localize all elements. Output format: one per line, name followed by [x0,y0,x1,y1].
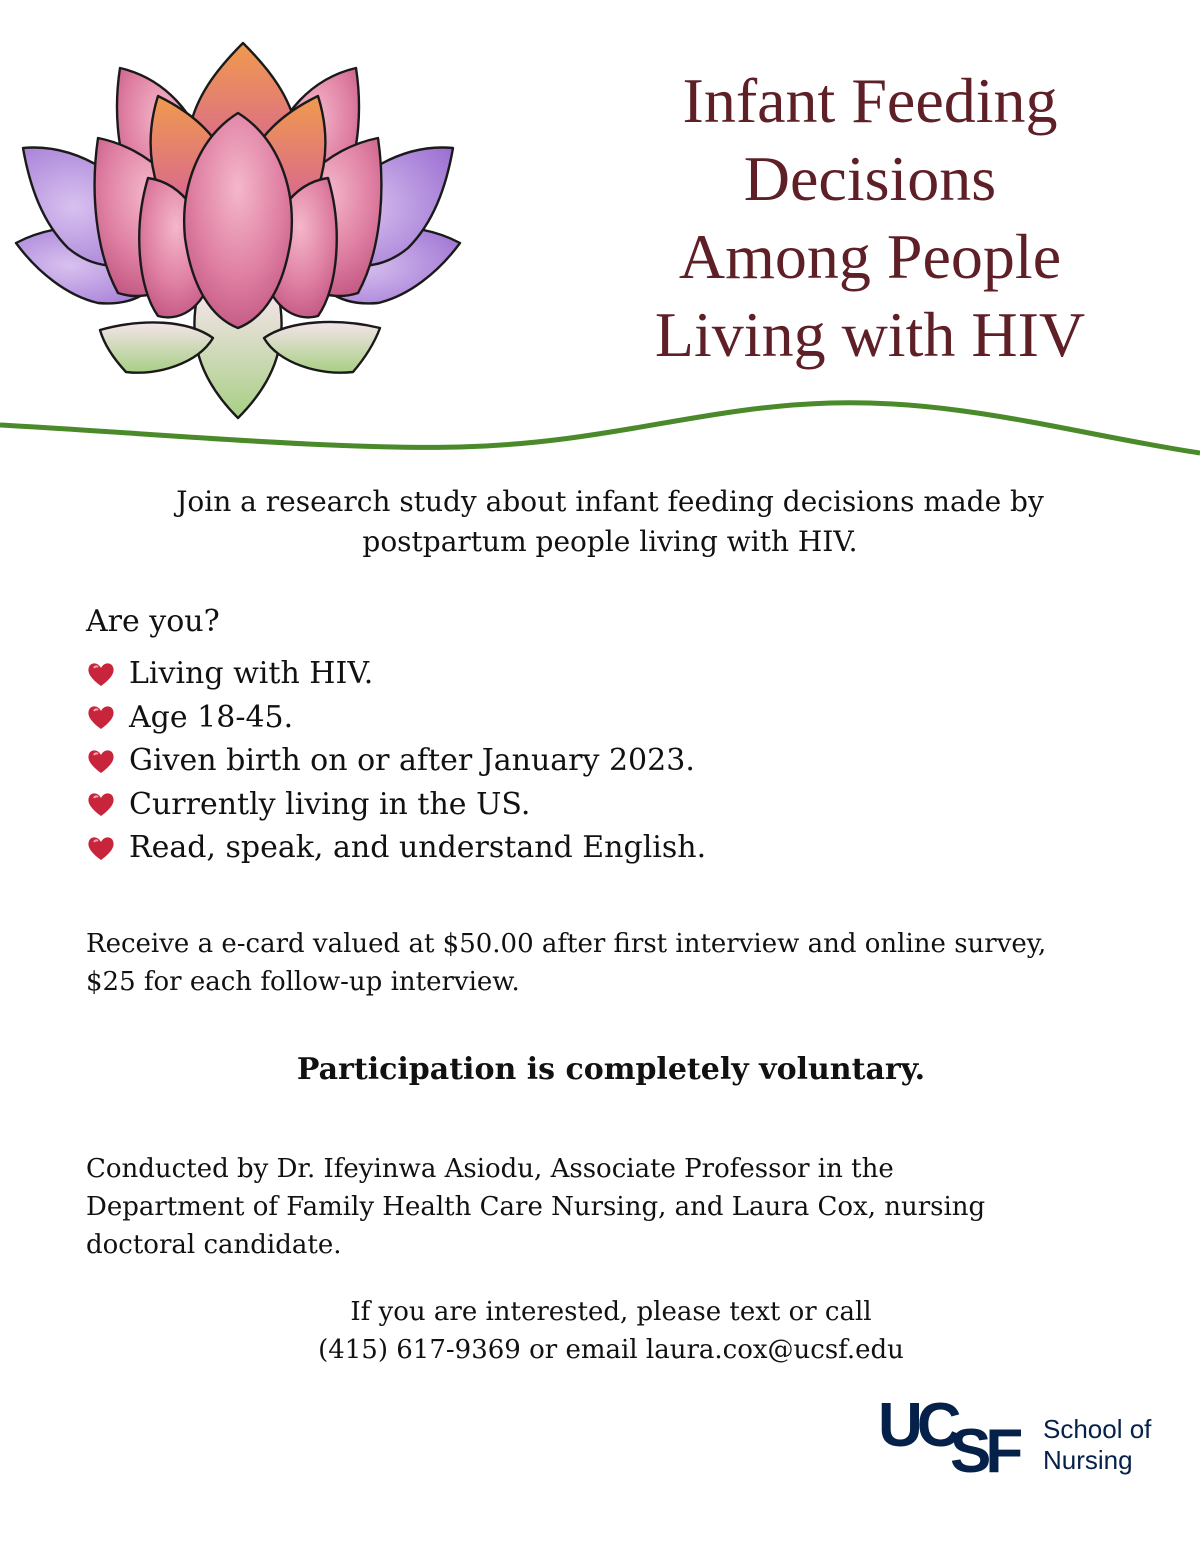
heart-icon [86,702,116,732]
logo-text-line-2: Nursing [1043,1445,1133,1475]
contact-paragraph [0,1293,1200,1369]
heart-icon [86,746,116,776]
ucsf-school-of-nursing-logo [878,1398,1178,1488]
logo-text-line-1: School of [1043,1414,1152,1444]
criteria-text: Given birth on or after January 2023. [129,743,695,779]
intro-paragraph [60,482,1160,562]
criteria-item [86,652,706,696]
intro-line-2: postpartum people living with HIV. [362,525,858,558]
title-line-1: Infant Feeding [682,65,1058,136]
green-wave-divider [0,395,1200,475]
compensation-line-2: $25 for each follow-up interview. [86,967,520,997]
svg-text:SF: SF [950,1417,1018,1478]
criteria-text: Currently living in the US. [129,786,531,822]
criteria-text: Age 18-45. [129,699,294,735]
lotus-flower-illustration [8,38,468,423]
title-line-4: Living with HIV [654,299,1086,370]
criteria-text: Read, speak, and understand English. [129,830,707,866]
criteria-item [86,739,706,783]
logo-text [1043,1414,1151,1476]
criteria-item [86,826,706,870]
conducted-by-paragraph [86,1150,1166,1264]
heart-icon [86,789,116,819]
contact-line-1: If you are interested, please text or call [350,1297,872,1327]
eligibility-criteria-list [86,652,706,870]
criteria-item [86,696,706,740]
heart-icon [86,659,116,689]
conducted-line-1: Conducted by Dr. Ifeyinwa Asiodu, Associate Professor in the [86,1154,894,1184]
svg-text:UC: UC [878,1398,956,1460]
conducted-line-2: Department of Family Health Care Nursing, and Laura Cox, nursing [86,1192,986,1222]
compensation-paragraph [86,925,1156,1001]
criteria-item [86,783,706,827]
page-title [590,62,1150,374]
title-line-3: Among People [678,221,1062,292]
heart-icon [86,833,116,863]
intro-line-1: Join a research study about infant feeding decisions made by [176,485,1044,518]
compensation-line-1: Receive a e-card valued at $50.00 after first interview and online survey, [86,929,1047,959]
contact-line-2: (415) 617-9369 or email laura.cox@ucsf.edu [318,1335,904,1365]
title-line-2: Decisions [743,143,997,214]
voluntary-statement: Participation is completely voluntary. [296,1052,926,1087]
conducted-line-3: doctoral candidate. [86,1230,342,1260]
eligibility-question: Are you? [86,604,220,639]
criteria-text: Living with HIV. [129,656,374,692]
ucsf-logo-mark [878,1398,1026,1478]
